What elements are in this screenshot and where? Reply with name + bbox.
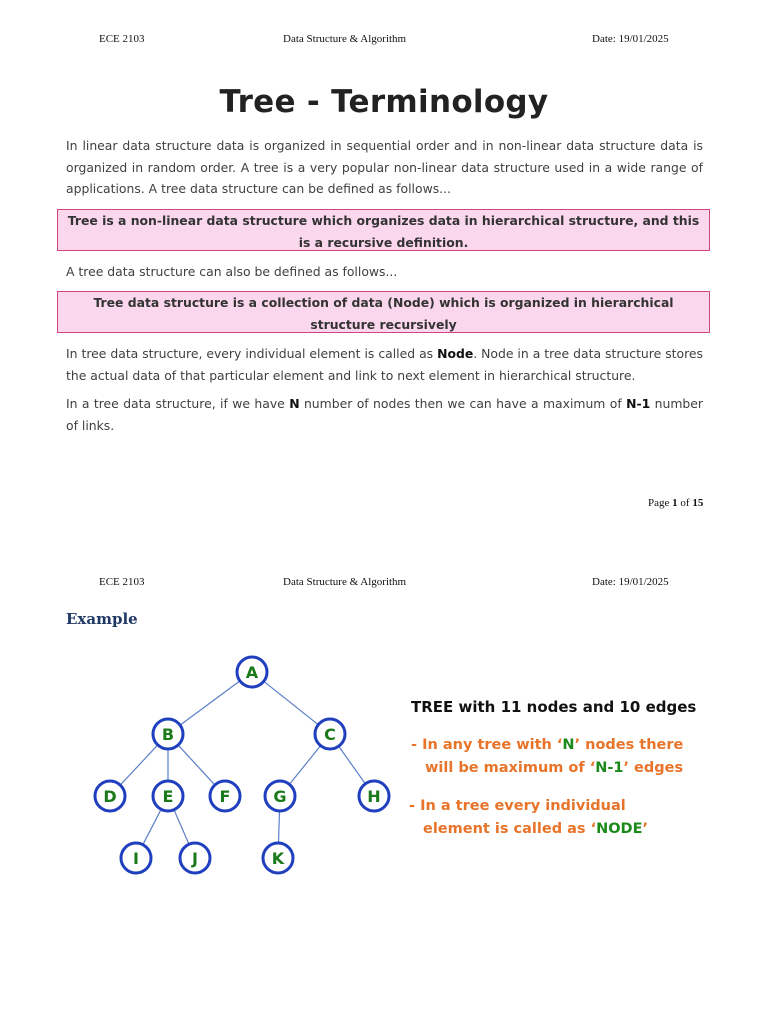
header-course: ECE 2103	[99, 33, 145, 45]
tree-node-label: J	[192, 849, 198, 868]
links-n-minus-1: N-1	[626, 396, 651, 411]
tree-node-h	[359, 781, 389, 811]
header-subject-2: Data Structure & Algorithm	[283, 576, 407, 588]
page-header-2	[0, 576, 768, 596]
links-text-2: number of nodes then we can have a maximum of	[299, 396, 627, 411]
bullet-1-n-minus-1: N-1	[595, 760, 624, 776]
page-number	[648, 497, 703, 509]
node-paragraph	[66, 343, 703, 386]
example-heading: Example	[66, 610, 138, 628]
tree-node-d	[95, 781, 125, 811]
links-n: N	[289, 396, 300, 411]
header-course-2: ECE 2103	[99, 576, 145, 588]
node-para-text-1: In tree data structure, every individual element is called as	[66, 346, 438, 361]
tree-edge-c-g	[289, 746, 320, 785]
tree-node-label: B	[161, 725, 175, 744]
links-paragraph	[66, 393, 703, 436]
header-date-2: Date: 19/01/2025	[592, 576, 669, 588]
page-number-total: 15	[692, 497, 704, 509]
tree-node-k	[263, 843, 293, 873]
tree-edge-b-d	[120, 745, 158, 785]
header-date: Date: 19/01/2025	[592, 33, 669, 45]
tree-info-bullet-1	[411, 734, 683, 780]
tree-node-e	[153, 781, 183, 811]
tree-edge-e-i	[143, 809, 161, 844]
tree-node-label: G	[273, 787, 287, 806]
bullet-2-text-b: element is called as ‘	[423, 821, 597, 837]
bullet-1-text-d: will be maximum of ‘	[425, 760, 596, 776]
bullet-1-text-f: ’ edges	[623, 760, 684, 776]
page-number-of: of	[677, 497, 693, 509]
tree-node-b	[153, 719, 183, 749]
bullet-1-text-a: - In any tree with ‘	[411, 737, 563, 753]
bullet-1-text-c: ’ nodes there	[574, 737, 684, 753]
bullet-2-node: NODE	[596, 821, 643, 837]
node-para-text-2: . Node in a tree data structure stores the actual data of that particular element and link to next element in hierarchical structure.	[66, 346, 703, 383]
tree-diagram	[0, 640, 400, 880]
intro-paragraph: In linear data structure data is organized in sequential order and in non-linear data structure data is organized in random order. A tree is a very popular non-linear data structure used in a wide range of applications. A tree data structure can be defined as follows...	[66, 138, 703, 196]
tree-info-title: TREE with 11 nodes and 10 edges	[411, 698, 697, 716]
tree-node-j	[180, 843, 210, 873]
bullet-1-n: N	[562, 737, 575, 753]
tree-node-label: K	[271, 849, 285, 868]
tree-info-bullet-2	[409, 795, 648, 841]
tree-node-label: F	[219, 787, 231, 806]
page-number-current: 1	[672, 497, 678, 509]
tree-node-g	[265, 781, 295, 811]
tree-node-label: I	[133, 849, 139, 868]
page-title: Tree - Terminology	[219, 84, 549, 120]
tree-node-label: E	[162, 787, 174, 806]
bullet-2-text-a: - In a tree every individual	[409, 798, 626, 814]
also-paragraph: A tree data structure can also be defined as follows...	[66, 264, 398, 279]
node-term: Node	[437, 346, 474, 361]
tree-edge-g-k	[278, 811, 279, 843]
tree-node-label: C	[324, 725, 336, 744]
tree-edge-e-j	[174, 810, 189, 844]
tree-node-a	[237, 657, 267, 687]
tree-node-label: D	[103, 787, 117, 806]
page-header	[0, 33, 768, 53]
tree-edge-a-b	[180, 681, 240, 725]
links-text-3: number of links.	[66, 396, 703, 433]
tree-node-f	[210, 781, 240, 811]
definition-box-2	[57, 291, 710, 333]
bullet-2-text-d: ’	[642, 821, 649, 837]
definition-1-text: Tree is a non-linear data structure which organizes data in hierarchical structure, and this is a recursive definition.	[67, 213, 700, 250]
tree-node-c	[315, 719, 345, 749]
tree-node-i	[121, 843, 151, 873]
tree-node-label: H	[367, 787, 381, 806]
links-text-1: In a tree data structure, if we have	[66, 396, 290, 411]
tree-node-label: A	[245, 663, 259, 682]
tree-edge-b-f	[178, 745, 215, 785]
definition-box-1	[57, 209, 710, 251]
page-number-prefix: Page	[648, 497, 673, 509]
tree-edge-a-c	[264, 681, 319, 724]
definition-2-text: Tree data structure is a collection of data (Node) which is organized in hierarchical structure recursively	[93, 295, 674, 332]
tree-edge-c-h	[339, 746, 366, 784]
header-subject: Data Structure & Algorithm	[283, 33, 407, 45]
